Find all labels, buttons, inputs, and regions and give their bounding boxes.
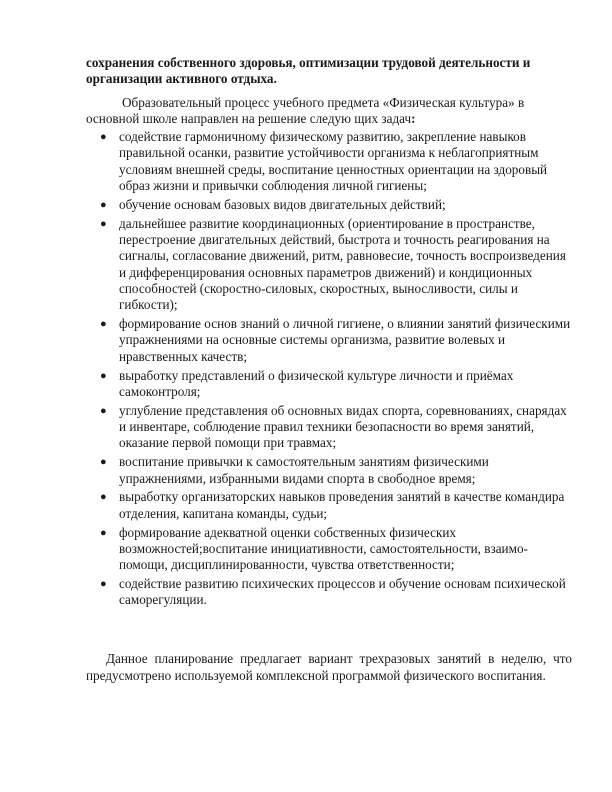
list-item-text: содействие развитию психических процессов и обучение основам психической саморегуляции. — [119, 576, 566, 608]
list-item — [100, 216, 572, 314]
intro-text: Образовательный процесс учебного предмета «Физическая культура» в основной школе направлен на решение следую щих задач — [86, 95, 525, 126]
list-item-text: формирование основ знаний о личной гигиене, о влиянии занятий физическими упражнениями на основные системы организма, развитие волевых и нравственных качеств; — [119, 316, 571, 364]
bullet-icon: ● — [100, 578, 107, 591]
list-item-text: дальнейшее развитие координационных (ориентирование в пространстве, перестроение двигательных действий, быстрота и точность реагирования на сигналы, согласование движений, ритм, равновесие, точность воспроизведения и дифференцирования основных параметров движений) и кондиционных способностей (скоростно-силовых, скоростных, выносливости, силы и гибкости); — [119, 215, 566, 313]
list-item — [100, 403, 572, 452]
list-item-text: углубление представления об основных видах спорта, соревнованиях, снарядах и инвентаре, соблюдение правил техники безопасности во время занятий, оказание первой помощи при травмах; — [119, 402, 567, 451]
list-item-text: воспитание привычки к самостоятельным занятиям физическими упражнениями, избранными видами спорта в свободное время; — [119, 454, 489, 486]
intro-colon: : — [411, 111, 416, 126]
bullet-icon: ● — [100, 491, 107, 504]
intro-paragraph — [86, 95, 546, 127]
tasks-list — [100, 129, 572, 611]
bullet-icon: ● — [100, 526, 107, 539]
list-item — [100, 525, 572, 574]
bullet-icon: ● — [100, 198, 107, 211]
list-item-text: содействие гармоничному физическому развитию, закрепление навыков правильной осанки, развитие устойчивости организма к неблагоприятным условиям внешней среды, воспитание ценностных ориентации на здоровый образ жизни и привычки соблюдения личной гигиены; — [119, 129, 548, 193]
list-item — [100, 129, 572, 194]
list-item-text: формирование адекватной оценки собственных физических возможностей;воспитание инициативности, самостоятельности, взаимо-помощи, дисциплинированности, чувства ответственности; — [119, 524, 528, 573]
list-item — [100, 316, 572, 365]
list-item — [100, 368, 572, 401]
bullet-icon: ● — [100, 217, 107, 230]
lead-paragraph: сохранения собственного здоровья, оптимизации трудовой деятельности и организации активного отдыха. — [86, 55, 531, 86]
list-item — [100, 454, 572, 487]
list-item — [100, 576, 572, 609]
bullet-icon: ● — [100, 369, 107, 382]
bullet-icon: ● — [100, 404, 107, 417]
bullet-icon: ● — [100, 318, 107, 331]
list-item-text: выработку представлений о физической культуре личности и приёмах самоконтроля; — [119, 367, 514, 399]
list-item-text: обучение основам базовых видов двигательных действий; — [119, 196, 446, 212]
closing-paragraph: Данное планирование предлагает вариант трехразовых занятий в неделю, что предусмотрено используемой комплексной программой физического воспитания. — [86, 651, 572, 683]
list-item — [100, 489, 572, 522]
bullet-icon: ● — [100, 456, 107, 469]
list-item-text: выработку организаторских навыков проведения занятий в качестве командира отделения, капитана команды, судьи; — [119, 489, 565, 521]
list-item — [100, 197, 572, 213]
bullet-icon: ● — [100, 131, 107, 143]
